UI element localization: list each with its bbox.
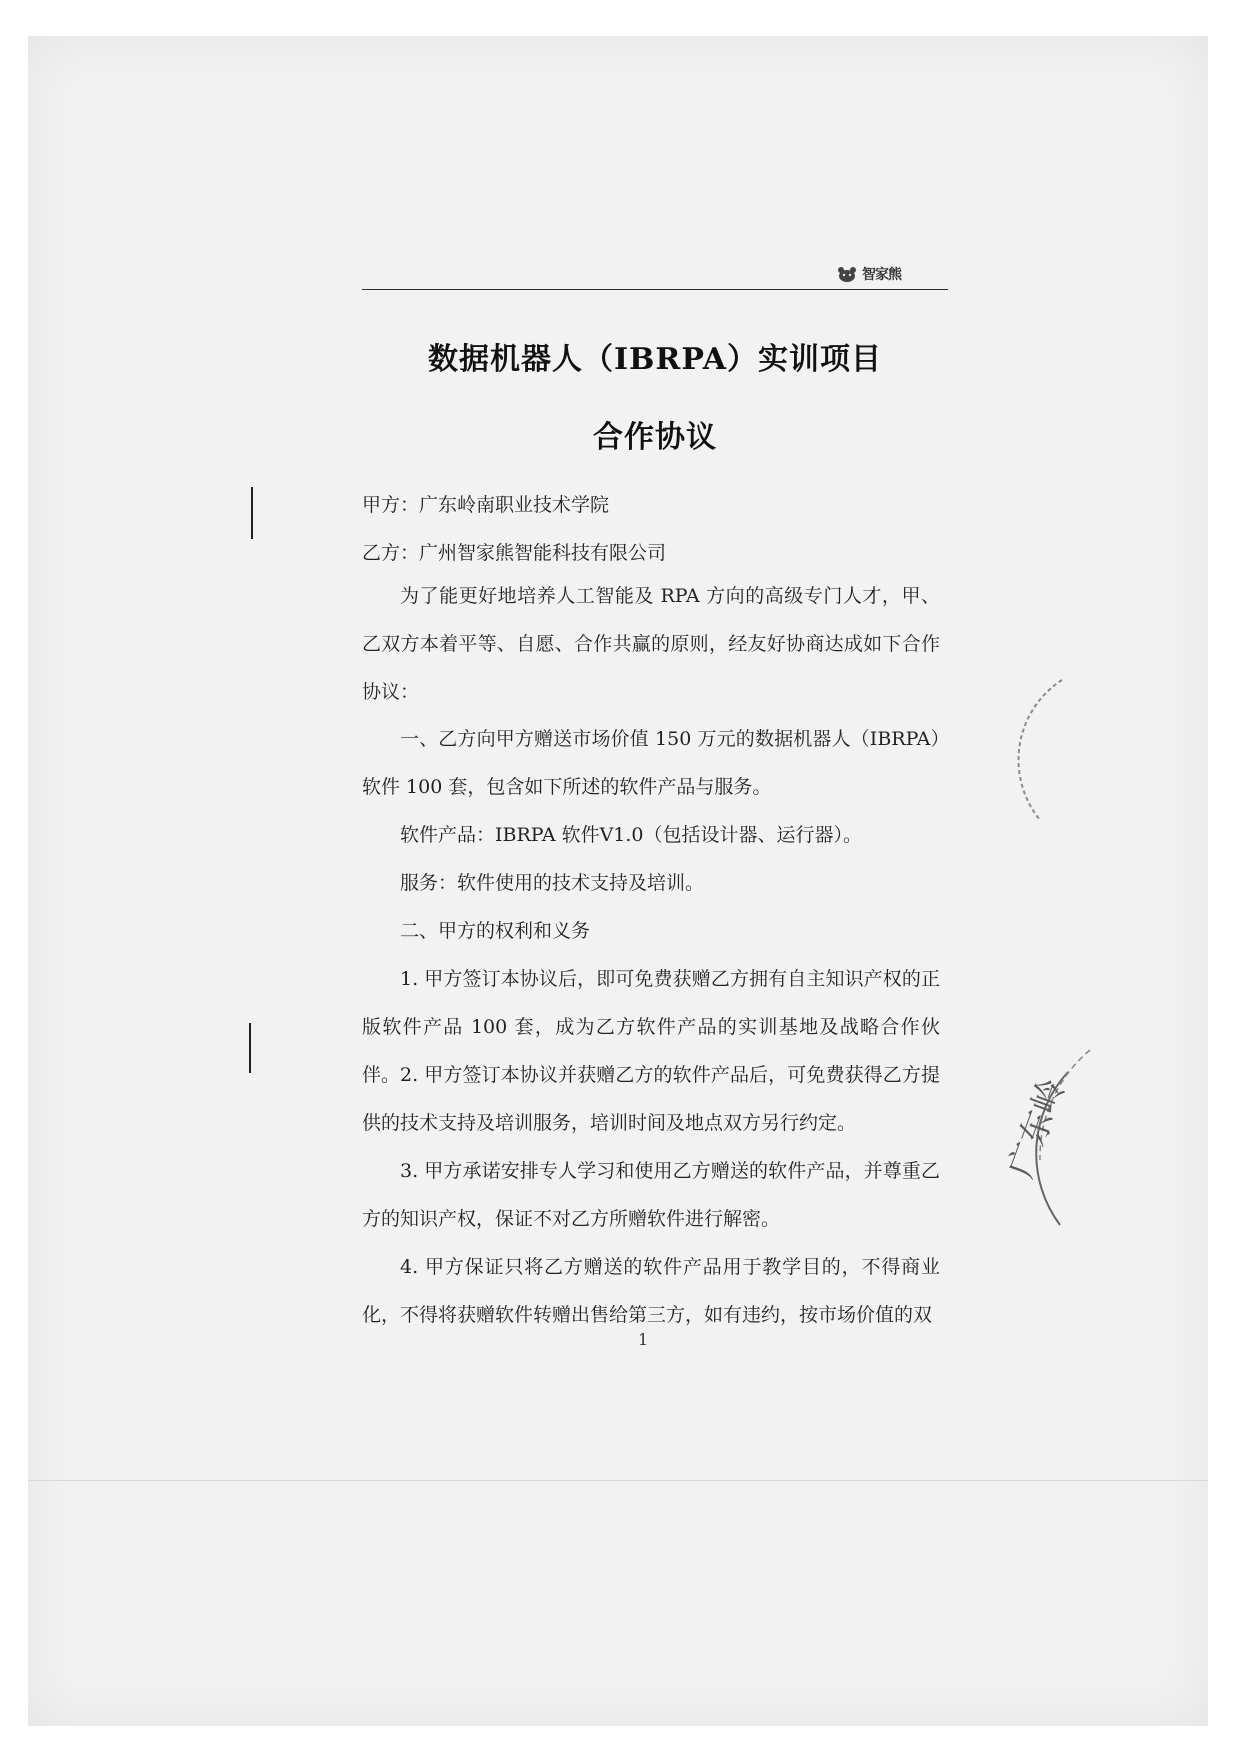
margin-mark xyxy=(249,1023,251,1073)
party-b: 乙方：广州智家熊智能科技有限公司 xyxy=(362,542,667,564)
document-subtitle: 合作协议 xyxy=(593,420,717,455)
service-line: 服务：软件使用的技术支持及培训。 xyxy=(400,872,705,894)
scan-shadow-line xyxy=(28,1480,1208,1481)
margin-mark xyxy=(251,487,253,539)
bear-logo-icon xyxy=(836,265,858,283)
header-rule xyxy=(362,289,948,290)
intro-paragraph: 为了能更好地培养人工智能及 RPA 方向的高级专门人才，甲、乙双方本着平等、自愿、合作共赢的原则，经友好协商达成如下合作协议： xyxy=(362,585,940,703)
clause-item-4: 4. 甲方保证只将乙方赠送的软件产品用于教学目的，不得商业化，不得将获赠软件转赠出售给第三方，如有违约，按市场价值的双 xyxy=(362,1256,940,1326)
document-title: 数据机器人（IBRPA）实训项目 xyxy=(428,342,882,377)
clause-item-1: 1. 甲方签订本协议后，即可免费获赠乙方拥有自主知识产权的正版软件产品 100 套，成为乙方软件产品的实训基地及战略合作伙伴。 xyxy=(362,968,940,1086)
seal-text: 广东岭 xyxy=(1000,1073,1074,1184)
clause-item-3: 3. 甲方承诺安排专人学习和使用乙方赠送的软件产品，并尊重乙方的知识产权，保证不对乙方所赠软件进行解密。 xyxy=(362,1160,940,1230)
section-2-heading: 二、甲方的权利和义务 xyxy=(400,920,591,942)
section-1-paragraph: 一、乙方向甲方赠送市场价值 150 万元的数据机器人（IBRPA）软件 100 套，包含如下所述的软件产品与服务。 xyxy=(362,728,940,798)
company-logo xyxy=(836,263,901,285)
party-a: 甲方：广东岭南职业技术学院 xyxy=(362,494,610,516)
software-product-line: 软件产品：IBRPA 软件V1.0（包括设计器、运行器）。 xyxy=(400,824,863,846)
logo-text: 智家熊 xyxy=(862,267,901,283)
clause-item-2: 2. 甲方签订本协议并获赠乙方的软件产品后，可免费获得乙方提供的技术支持及培训服务，培训时间及地点双方另行约定。 xyxy=(362,1064,940,1134)
page-number: 1 xyxy=(638,1330,649,1349)
